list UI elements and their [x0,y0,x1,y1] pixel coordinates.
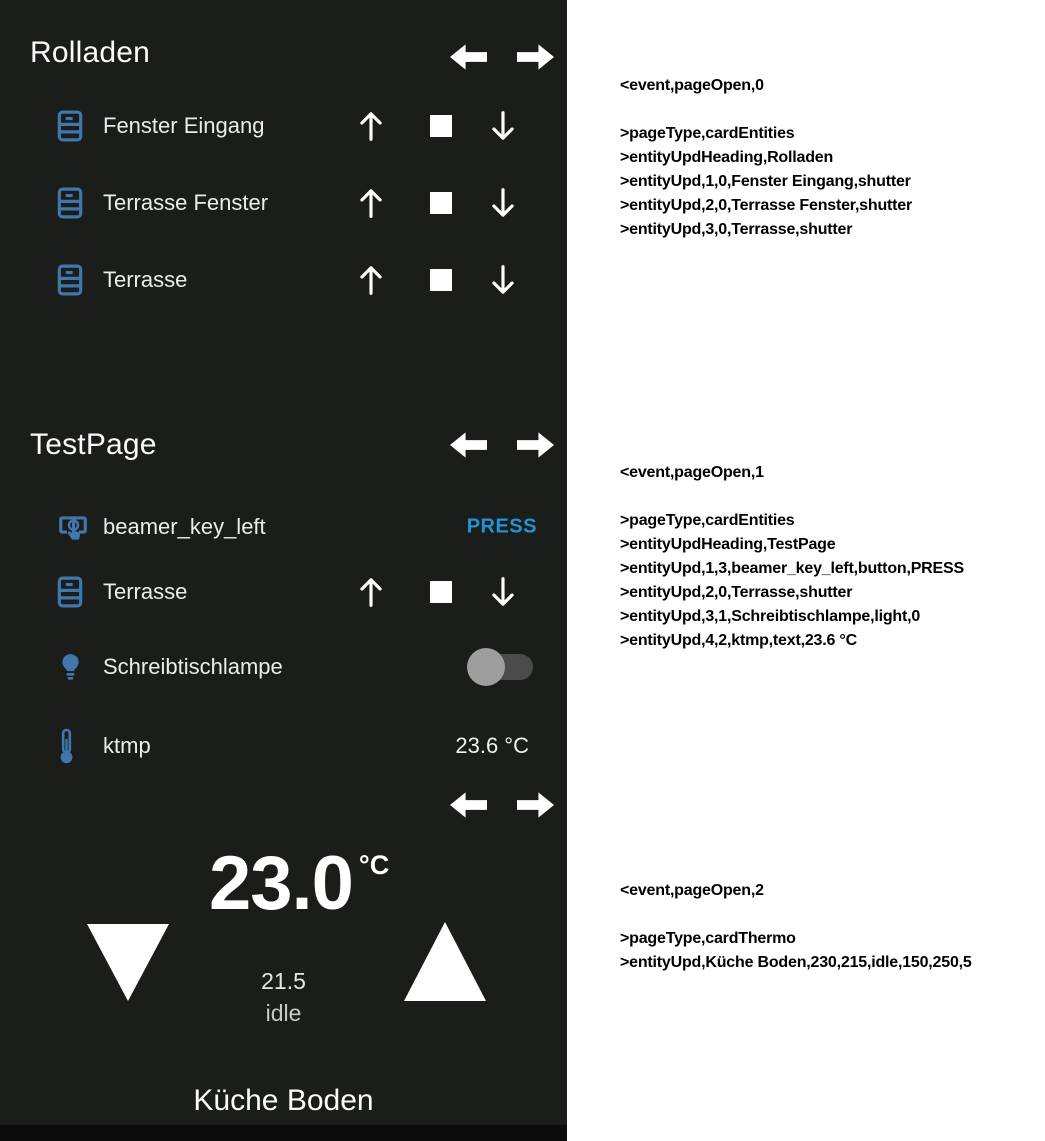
entity-label: ktmp [103,733,151,758]
log-line: >entityUpd,3,1,Schreibtischlampe,light,0 [620,608,921,625]
shutter-down-button[interactable] [488,575,522,609]
log-line: <event,pageOpen,1 [620,464,764,481]
shutter-up-button[interactable] [356,109,390,143]
arrow-left-icon [450,790,487,820]
page-next-button[interactable] [517,430,554,460]
entity-label: Terrasse [103,579,188,604]
log-line: >entityUpdHeading,Rolladen [620,149,834,166]
log-line: <event,pageOpen,0 [620,77,764,94]
shutter-stop-button[interactable] [430,269,452,291]
serial-log-block-0 [620,74,912,242]
window-shutter-icon [57,576,83,608]
thermostat-state: idle [265,1000,302,1026]
thermostat-name: Küche Boden [193,1084,374,1117]
page-title: TestPage [30,428,157,461]
arrow-down-icon [488,109,518,143]
entity-label: Fenster Eingang [103,113,265,138]
shutter-down-button[interactable] [488,186,522,220]
current-temperature [209,841,390,926]
arrow-up-icon [356,263,386,297]
arrow-up-icon [356,575,386,609]
entity-label: Terrasse Fenster [103,190,269,215]
arrow-up-icon [356,186,386,220]
entity-row [0,639,567,695]
arrow-right-icon [517,430,554,460]
arrow-down-icon [488,186,518,220]
log-line: >entityUpdHeading,TestPage [620,536,836,553]
serial-log-block-2 [620,879,972,975]
log-line: >pageType,cardThermo [620,930,796,947]
page-next-button[interactable] [517,790,554,820]
entity-row [0,175,567,231]
log-line: >entityUpd,2,0,Terrasse,shutter [620,584,853,601]
entity-label: Terrasse [103,267,188,292]
log-gap [620,98,912,122]
log-line: >pageType,cardEntities [620,125,795,142]
page-prev-button[interactable] [450,430,487,460]
entity-label: Schreibtischlampe [103,654,283,679]
toggle-knob [467,648,505,686]
page-prev-button[interactable] [450,790,487,820]
target-temperature: 21.5 [261,968,306,994]
current-temperature-value: 23.0 [209,841,353,926]
page-next-button[interactable] [517,42,554,72]
shutter-stop-button[interactable] [430,192,452,214]
page-title: Rolladen [30,36,151,69]
arrow-right-icon [517,42,554,72]
arrow-up-icon [356,109,386,143]
shutter-stop-button[interactable] [430,581,452,603]
arrow-down-icon [488,263,518,297]
log-line: >pageType,cardEntities [620,512,795,529]
window-shutter-icon [57,110,83,142]
shutter-stop-button[interactable] [430,115,452,137]
entity-row [0,98,567,154]
log-line: <event,pageOpen,2 [620,882,764,899]
log-line: >entityUpd,4,2,ktmp,text,23.6 °C [620,632,857,649]
temperature-unit: °C [358,850,390,880]
shutter-down-button[interactable] [488,263,522,297]
sensor-value: 23.6 °C [455,733,529,758]
shutter-up-button[interactable] [356,575,390,609]
lightbulb-icon [57,652,84,682]
entity-row [0,564,567,620]
screen-bottom-strip [0,1125,567,1141]
entity-row [0,499,567,555]
arrow-left-icon [450,430,487,460]
log-line: >entityUpd,2,0,Terrasse Fenster,shutter [620,197,913,214]
shutter-down-button[interactable] [488,109,522,143]
entity-row [0,252,567,308]
log-line: >entityUpd,Küche Boden,230,215,idle,150,250,5 [620,954,972,971]
arrow-left-icon [450,42,487,72]
log-line: >entityUpd,1,0,Fenster Eingang,shutter [620,173,911,190]
window-shutter-icon [57,187,83,219]
entity-label: beamer_key_left [103,514,266,539]
entity-row [0,718,567,774]
log-line: >entityUpd,1,3,beamer_key_left,button,PRESS [620,560,964,577]
light-toggle-switch[interactable] [467,648,537,686]
shutter-up-button[interactable] [356,186,390,220]
serial-log-block-1 [620,461,964,653]
arrow-down-icon [488,575,518,609]
page-prev-button[interactable] [450,42,487,72]
log-gap [620,903,972,927]
shutter-up-button[interactable] [356,263,390,297]
arrow-right-icon [517,790,554,820]
log-line: >entityUpd,3,0,Terrasse,shutter [620,221,853,238]
thermometer-icon [57,728,76,764]
log-gap [620,485,964,509]
window-shutter-icon [57,264,83,296]
gesture-tap-button-icon [57,511,89,543]
press-button[interactable]: PRESS [466,515,537,538]
